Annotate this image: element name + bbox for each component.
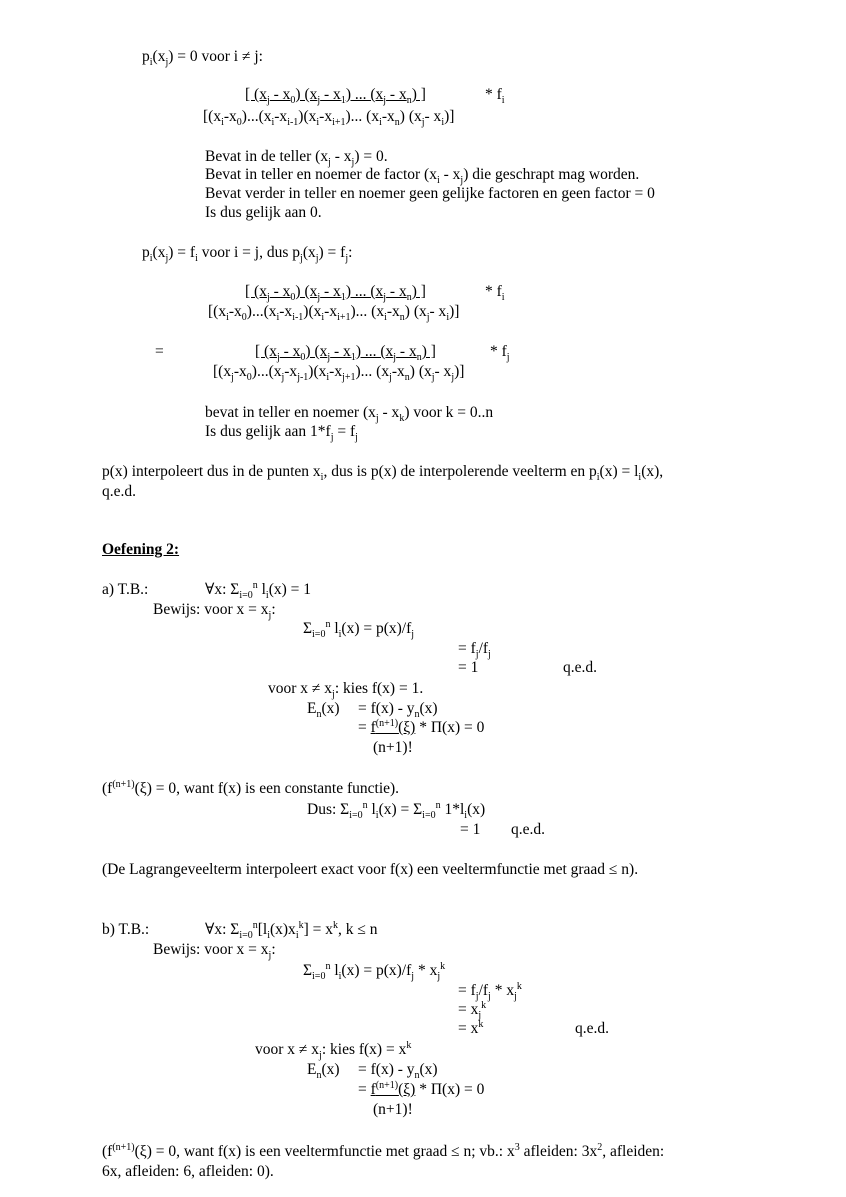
equation-line: = $f_j/f_j$ (458, 640, 491, 661)
equation-line: = 1 (458, 659, 479, 676)
text-line: 6x, afleiden: 6, afleiden: 0). (102, 1163, 274, 1180)
equation-line: $\Sigma_{i=0}^n$ $l_i(x) = p(x)/f_j$ (303, 618, 415, 641)
equation-line: = $f_j/f_j * x_j^k$ (458, 980, 522, 1003)
equation-line: voor $x \ne x_j$: kies f(x) = 1. (268, 680, 424, 701)
text-line: Is dus gelijk aan $1*f_j = f_j$ (205, 423, 358, 444)
equation-line: $E_n(x)$ (307, 1061, 340, 1082)
section-heading: Oefening 2: (102, 541, 180, 558)
qed-mark: q.e.d. (511, 821, 546, 838)
fraction-denominator: [$(x_i-x_0)...(x_i-x_{i-1})(x_i-x_{i+1})$... $(x_i-x_n)$ ($x_j-$ $x_i$)] (208, 303, 460, 324)
text-line: Is dus gelijk aan 0. (205, 204, 322, 221)
conclusion-line: p(x) interpoleert dus in de punten $x_i$, dus is p(x) de interpolerende veelterm en $p_i(x) = l_i(x)$, (102, 463, 664, 484)
claim-pi-fi: $p_i(x_j) = f_i$ voor i = j, dus $p_j(x_j) = f_j$: (142, 244, 353, 265)
conclusion-line: q.e.d. (102, 483, 137, 500)
part-label-a: a) T.B.: (102, 581, 149, 598)
fraction-factor: * $f_i$ (485, 86, 505, 107)
fraction-numerator: [ $(x_j - x_0)$ $(x_j - x_1)$ ... $(x_j - x_n)$ ] (245, 283, 426, 304)
proof-intro: Bewijs: voor $x = x_j$: (153, 941, 276, 962)
equals-sign: = (155, 343, 164, 360)
proof-intro: Bewijs: voor $x = x_j$: (153, 601, 276, 622)
equation-line: $\Sigma_{i=0}^n$ $l_i(x) = p(x)/f_j * x_j^k$ (303, 960, 446, 983)
claim-pi-zero: $p_i(x_j) = 0$ voor i ≠ j: (142, 48, 263, 69)
text-line: (De Lagrangeveelterm interpoleert exact voor f(x) een veeltermfunctie met graad ≤ n). (102, 861, 639, 878)
fraction-numerator: [ $(x_j - x_0)$ $(x_j - x_1)$ ... $(x_j - x_n)$ ] (245, 86, 426, 107)
text-line: Bevat verder in teller en noemer geen gelijke factoren en geen factor = 0 (205, 185, 655, 202)
equation-line: = $f(x) - y_n(x)$ (358, 1061, 438, 1082)
equation-line: (n+1)! (373, 1101, 413, 1118)
equation-line: = $x^k$ (458, 1018, 484, 1037)
equation-line: $E_n(x)$ (307, 700, 340, 721)
equation-line: = 1 (460, 821, 481, 838)
text-line: bevat in teller en noemer $(x_j - x_k)$ voor k = 0..n (205, 404, 494, 425)
qed-mark: q.e.d. (575, 1020, 610, 1037)
text-line: ($f^{(n+1)}(\xi) = 0$, want f(x) is een constante functie). (102, 778, 400, 797)
equation-line: = $f^{(n+1)}(\xi) * \Pi(x) = 0$ (358, 1079, 485, 1098)
equation-line: (n+1)! (373, 739, 413, 756)
fraction-denominator: [$(x_i-x_0)...(x_i-x_{i-1})(x_i-x_{i+1})$... $(x_i-x_n)$ ($x_j-$ $x_i$)] (203, 108, 455, 129)
qed-mark: q.e.d. (563, 659, 598, 676)
statement-b: ∀x: $\Sigma_{i=0}^n[l_i(x)x_i^k] = x^k$, k ≤ n (205, 919, 378, 942)
equation-line: = $x_j^k$ (458, 999, 487, 1022)
text-line: Bevat in teller en noemer de factor $(x_i - x_j)$ die geschrapt mag worden. (205, 166, 640, 187)
fraction-factor: * $f_j$ (490, 343, 510, 364)
equation-line: = $f^{(n+1)}(\xi) * \Pi(x) = 0$ (358, 717, 485, 736)
fraction-factor: * $f_i$ (485, 283, 505, 304)
part-label-b: b) T.B.: (102, 921, 150, 938)
fraction-numerator: [ $(x_j - x_0)$ $(x_j - x_1)$ ... $(x_j - x_n)$ ] (255, 343, 436, 364)
equation-line: Dus: $\Sigma_{i=0}^n$ $l_i(x) = \Sigma_{i=0}^n$ $1*l_i(x)$ (307, 799, 486, 822)
text-line: ($f^{(n+1)}(\xi) = 0$, want f(x) is een veeltermfunctie met graad ≤ n; vb.: $x^3$ afleiden: $3x^2$, afleiden: (102, 1141, 665, 1160)
equation-line: voor $x \ne x_j$: kies $f(x) = x^k$ (255, 1039, 412, 1062)
fraction-denominator: [$(x_j-x_0)...(x_j-x_{j-1})(x_i-x_{j+1})$... $(x_j-x_n)$ ($x_j-$ $x_j$)] (213, 363, 465, 384)
equation-line: = $f(x) - y_n(x)$ (358, 700, 438, 721)
text-line: Bevat in de teller $(x_j - x_j) = 0$. (205, 148, 388, 169)
statement-a: ∀x: $\Sigma_{i=0}^n$ $l_i(x) = 1$ (205, 579, 312, 602)
